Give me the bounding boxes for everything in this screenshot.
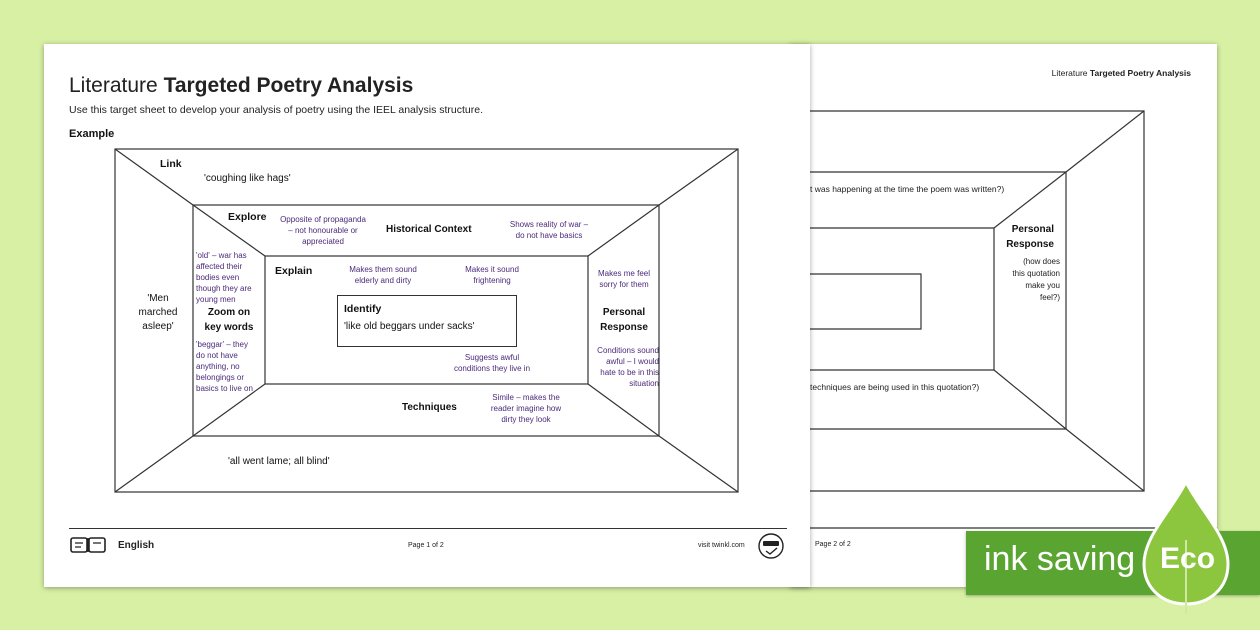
explore-label: Explore: [228, 211, 267, 223]
footer-subject: English: [118, 540, 155, 551]
note-conditions: Conditions sound awful – I would hate to be in this situation: [597, 346, 659, 388]
footer-divider: [69, 528, 787, 529]
eco-label: Eco: [1160, 542, 1216, 575]
page-2-history-question: t was happening at the time the poem was written?): [810, 184, 1005, 194]
note-awful-conditions: Suggests awful conditions they live in: [453, 353, 531, 373]
techniques-label: Techniques: [402, 402, 457, 413]
link-label: Link: [160, 158, 182, 170]
explain-label: Explain: [275, 265, 313, 277]
note-beggar: 'beggar' – they do not have anything, no belongings or basics to live on: [196, 340, 253, 393]
men-marched-asleep-quote: 'Men marched asleep': [138, 293, 178, 332]
book-logo-icon: [69, 534, 111, 558]
page-2-number: Page 2 of 2: [815, 541, 851, 548]
bottom-quote: 'all went lame; all blind': [228, 456, 330, 467]
page-1-worksheet: [44, 44, 810, 587]
page-title: Literature Targeted Poetry Analysis: [69, 74, 414, 97]
zoom-on-key-words-label: Zoom on key words: [204, 307, 254, 333]
identify-quote: 'like old beggars under sacks': [344, 321, 475, 332]
note-frightening: Makes it sound frightening: [465, 265, 519, 285]
note-elderly-dirty: Makes them sound elderly and dirty: [349, 265, 417, 285]
page-2-personal-response-hint: (how does this quotation make you feel?): [1012, 257, 1060, 302]
note-propaganda: Opposite of propaganda – not honourable or appreciated: [280, 215, 366, 246]
personal-response-label: Personal Response: [600, 307, 648, 333]
page-2-personal-response-label: Personal Response: [1006, 224, 1054, 250]
note-sorry: Makes me feel sorry for them: [597, 269, 651, 289]
footer-page-number: Page 1 of 2: [408, 542, 444, 549]
intro-text: Use this target sheet to develop your analysis of poetry using the IEEL analysis structure.: [69, 104, 483, 116]
link-quote: 'coughing like hags': [204, 173, 291, 184]
twinkl-quality-badge-icon: [757, 532, 787, 560]
note-simile: Simile – makes the reader imagine how dirty they look: [490, 393, 562, 424]
page-2-techniques-question: techniques are being used in this quotation?): [810, 382, 980, 392]
footer-site-link[interactable]: visit twinkl.com: [698, 542, 745, 549]
ink-saving-text: ink saving: [984, 540, 1136, 578]
note-old: 'old' – war has affected their bodies even though they are young men: [196, 251, 252, 304]
historical-context-label: Historical Context: [386, 224, 472, 235]
note-reality-of-war: Shows reality of war – do not have basics: [509, 220, 589, 240]
identify-label: Identify: [344, 303, 382, 315]
example-label: Example: [69, 128, 115, 140]
page-2-title: Literature Targeted Poetry Analysis: [1051, 68, 1191, 78]
